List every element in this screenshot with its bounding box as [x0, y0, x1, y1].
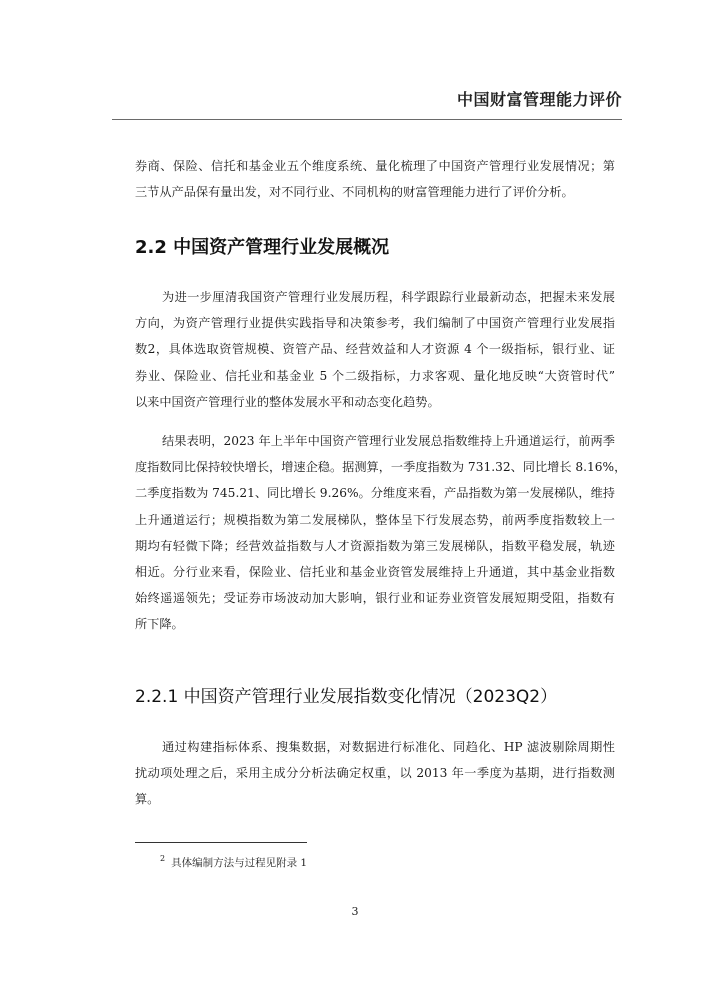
paragraph-line: 扰动项处理之后，采用主成分分析法确定权重，以 2013 年一季度为基期，进行指数测: [135, 766, 615, 781]
paragraph-line: 算。: [135, 792, 160, 807]
paragraph-line: 券业、保险业、信托业和基金业 5 个二级指标，力求客观、量化地反映“大资管时代”: [135, 368, 615, 383]
footnote-divider: [135, 842, 307, 843]
footnote: [160, 854, 307, 870]
paragraph-line: 通过构建指标体系、搜集数据，对数据进行标准化、同趋化、HP 滤波剔除周期性: [162, 740, 615, 754]
paragraph-line: 二季度指数为 745.21、同比增长 9.26%。分维度来看，产品指数为第一发展梯队，维持: [135, 486, 615, 501]
body-paragraph-3: [135, 734, 615, 813]
paragraph-line: 所下降。: [135, 617, 184, 632]
header-divider: [112, 119, 622, 120]
paragraph-line: 方向，为资产管理行业提供实践指导和决策参考，我们编制了中国资产管理行业发展指: [135, 316, 615, 331]
section-heading-2-2-1: 2.2.1 中国资产管理行业发展指数变化情况（2023Q2）: [135, 687, 558, 707]
paragraph-line: 上升通道运行；规模指数为第二发展梯队，整体呈下行发展态势，前两季度指数较上一: [135, 512, 615, 527]
paragraph-line: 期均有轻微下降；经营效益指数与人才资源指数为第三发展梯队，指数平稳发展，轨迹: [135, 538, 615, 553]
paragraph-line: 三节从产品保有量出发，对不同行业、不同机构的财富管理能力进行了评价分析。: [135, 185, 574, 200]
paragraph-line: 数2，具体选取资管规模、资管产品、经营效益和人才资源 4 个一级指标，银行业、证: [135, 342, 615, 357]
footnote-text: 具体编制方法与过程见附录 1: [171, 857, 308, 869]
paragraph-line: 结果表明，2023 年上半年中国资产管理行业发展总指数维持上升通道运行，前两季: [162, 434, 615, 448]
paragraph-line: 为进一步厘清我国资产管理行业发展历程，科学跟踪行业最新动态，把握未来发展: [162, 290, 615, 304]
paragraph-line: 相近。分行业来看，保险业、信托业和基金业资管发展维持上升通道，其中基金业指数: [135, 565, 615, 580]
running-header-title: 中国财富管理能力评价: [456, 90, 622, 109]
paragraph-line: 以来中国资产管理行业的整体发展水平和动态变化趋势。: [135, 394, 440, 409]
intro-paragraph: [135, 153, 615, 205]
body-paragraph-2: [135, 428, 627, 638]
section-heading-2-2: 2.2 中国资产管理行业发展概况: [135, 237, 390, 258]
body-paragraph-1: [135, 284, 615, 415]
footnote-marker: 2: [160, 854, 166, 863]
paragraph-line: 度指数同比保持较快增长，增速企稳。据测算，一季度指数为 731.32、同比增长 8.16%，: [135, 460, 627, 475]
page-number: 3: [351, 905, 359, 918]
paragraph-line: 始终遥遥领先；受证券市场波动加大影响，银行业和证券业资管发展短期受阻，指数有: [135, 591, 615, 606]
paragraph-line: 券商、保险、信托和基金业五个维度系统、量化梳理了中国资产管理行业发展情况；第: [135, 159, 615, 173]
